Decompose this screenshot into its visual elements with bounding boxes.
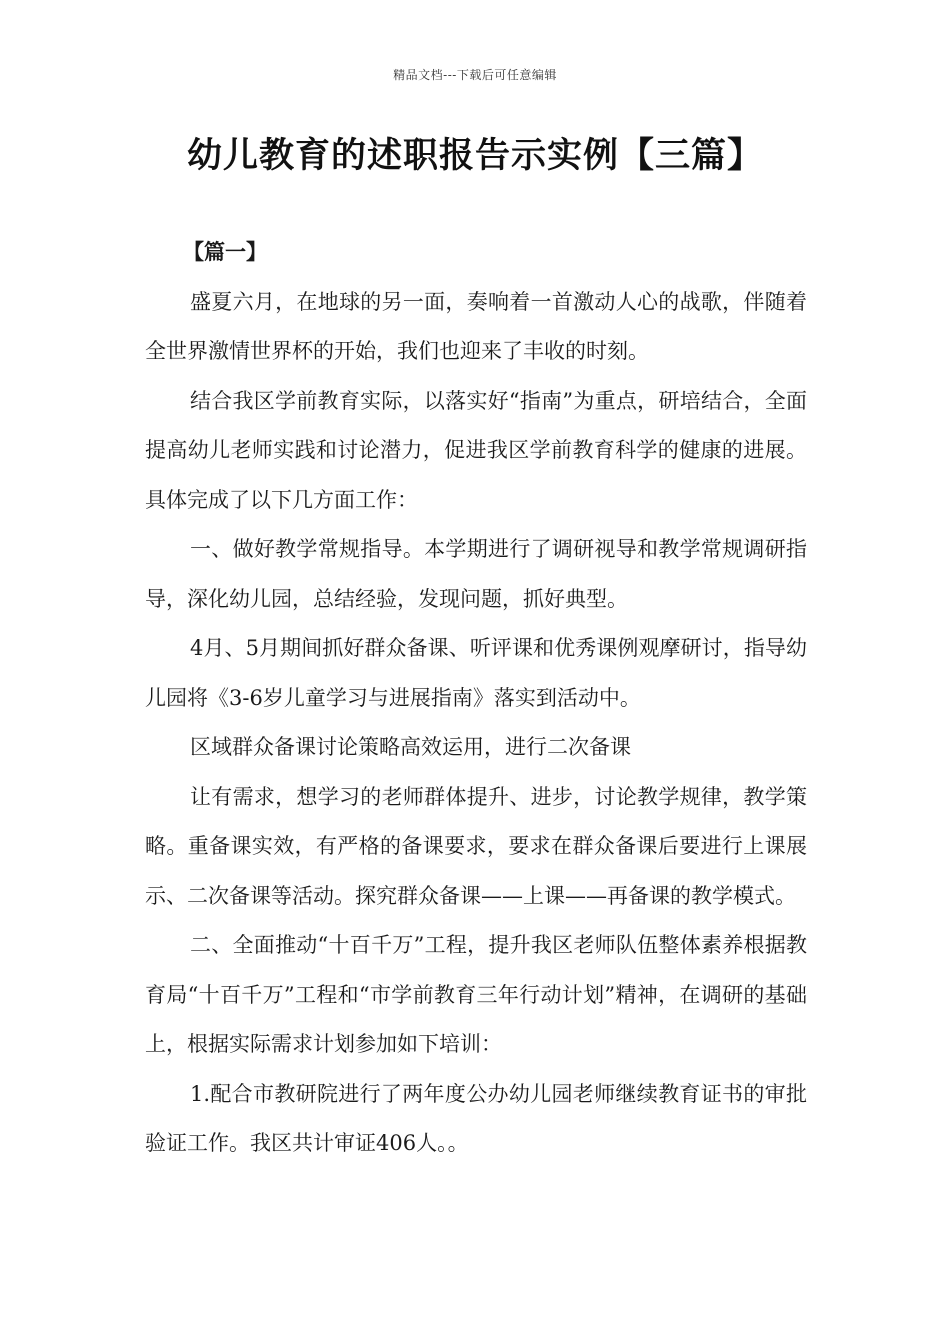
document-title: 幼儿教育的述职报告示实例【三篇】 xyxy=(186,136,763,176)
header-note: 精品文档---下载后可任意编辑 xyxy=(393,68,557,82)
paragraph: 区域群众备课讨论策略高效运用，进行二次备课 xyxy=(190,735,631,759)
paragraph: 一、做好教学常规指导。本学期进行了调研视导和教学常规调研指导，深化幼儿园，总结经验，发现问题，抓好典型。 xyxy=(145,537,807,611)
paragraph: 让有需求，想学习的老师群体提升、进步，讨论教学规律，教学策略。重备课实效，有严格的备课要求，要求在群众备课后要进行上课展示、二次备课等活动。探究群众备课——上课——再备课的教学模式。 xyxy=(145,784,807,908)
section-label: 【篇一】 xyxy=(183,240,267,264)
document-body xyxy=(145,228,807,1169)
paragraph: 结合我区学前教育实际，以落实好“指南”为重点，研培结合，全面提高幼儿老师实践和讨论潜力，促进我区学前教育科学的健康的进展。具体完成了以下几方面工作： xyxy=(145,388,807,512)
paragraph: 二、全面推动“十百千万”工程，提升我区老师队伍整体素养根据教育局“十百千万”工程和“市学前教育三年行动计划”精神，在调研的基础上，根据实际需求计划参加如下培训： xyxy=(145,933,807,1056)
paragraph: 4月、5月期间抓好群众备课、听评课和优秀课例观摩研讨，指导幼儿园将《3-6岁儿童学习与进展指南》落实到活动中。 xyxy=(145,636,807,710)
paragraph: 盛夏六月，在地球的另一面，奏响着一首激动人心的战歌，伴随着全世界激情世界杯的开始，我们也迎来了丰收的时刻。 xyxy=(145,289,807,363)
paragraph: 1.配合市教研院进行了两年度公办幼儿园老师继续教育证书的审批验证工作。我区共计审证406人。。 xyxy=(145,1081,807,1155)
